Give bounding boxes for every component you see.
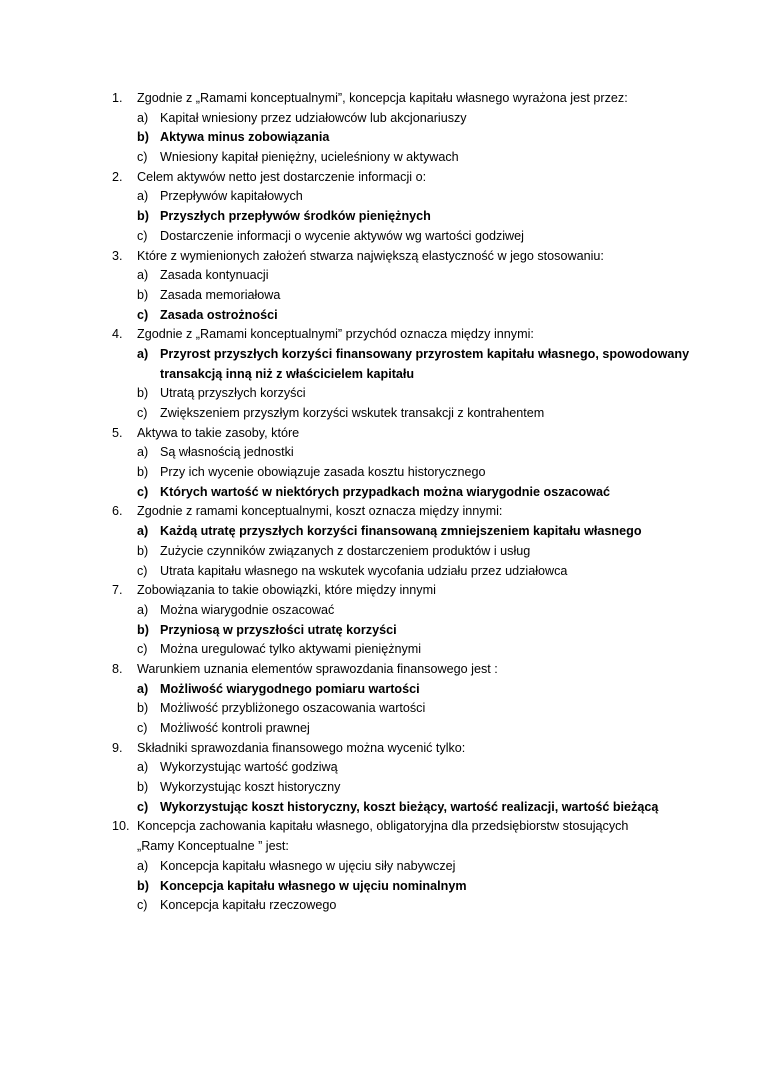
answer-option-correct [0,483,760,503]
question-item [0,660,760,739]
answer-option [0,562,760,582]
answer-text: Dostarczenie informacji o wycenie aktywów wg wartości godziwej [160,228,524,243]
question-item [0,325,760,423]
answer-letter: b) [137,130,149,145]
answer-option-correct [0,621,760,641]
question-item [0,247,760,326]
answer-text: Zasada kontynuacji [160,268,269,283]
answer-text: Koncepcja kapitału własnego w ujęciu nominalnym [160,878,467,893]
question-line [0,424,760,444]
answer-option [0,719,760,739]
answer-text: Można uregulować tylko aktywami pieniężnymi [160,642,422,657]
question-text: Które z wymienionych założeń stwarza największą elastyczność w jego stosowaniu: [137,248,604,263]
question-line [0,502,760,522]
answer-option [0,227,760,247]
answer-letter: b) [137,287,149,302]
answer-text: Można wiarygodnie oszacować [160,602,335,617]
answer-text: Możliwość przybliżonego oszacowania wartości [160,701,426,716]
answer-letter: c) [137,721,148,735]
answer-option [0,443,760,463]
answer-letter: b) [137,878,149,893]
answer-option-correct [0,680,760,700]
answer-option [0,266,760,286]
answer-option-correct [0,798,760,818]
question-text: Składniki sprawozdania finansowego można wycenić tylko: [137,740,466,755]
question-number: 9. [112,740,123,755]
question-line [0,817,760,837]
answer-text: Przyniosą w przyszłości utratę korzyści [160,622,397,637]
question-line [0,581,760,601]
question-line [0,247,760,267]
answer-option [0,148,760,168]
question-item [0,817,760,915]
answer-option-correct [0,365,760,385]
answer-option-correct [0,522,760,542]
question-line [0,89,760,109]
answer-letter: b) [137,543,149,558]
question-number: 3. [112,248,123,263]
question-item [0,89,760,168]
answer-option [0,601,760,621]
answer-text: Są własnością jednostki [160,445,294,460]
answer-option [0,187,760,207]
answer-letter: c) [137,484,149,499]
answer-letter: c) [137,150,148,165]
answer-text: Koncepcja kapitału rzeczowego [160,898,337,913]
answer-option [0,778,760,798]
answer-text: Utratą przyszłych korzyści [160,386,306,401]
answer-letter: a) [137,110,149,125]
question-text: Celem aktywów netto jest dostarczenie informacji o: [137,169,427,184]
answer-option [0,542,760,562]
question-list [0,89,760,916]
question-item [0,739,760,818]
question-number: 1. [112,91,123,105]
answer-letter: a) [137,760,149,775]
answer-option [0,286,760,306]
answer-letter: b) [137,701,149,716]
question-number: 5. [112,425,123,440]
answer-letter: a) [137,189,149,204]
question-number: 4. [112,327,123,342]
answer-letter: a) [137,268,149,283]
question-text: Zobowiązania to takie obowiązki, które między innymi [137,583,436,598]
question-number: 6. [112,504,123,519]
answer-letter: c) [137,406,148,420]
question-text: „Ramy Konceptualne ” jest: [137,839,289,854]
answer-text: Kapitał wniesiony przez udziałowców lub akcjonariuszy [160,110,467,125]
answer-letter: c) [137,898,148,913]
answer-option [0,463,760,483]
answer-letter: b) [137,465,149,480]
answer-letter: b) [137,209,149,224]
question-number: 10. [112,819,130,834]
answer-letter: a) [137,602,149,617]
question-text: Aktywa to takie zasoby, które [137,425,300,440]
question-text: Warunkiem uznania elementów sprawozdania finansowego jest : [137,661,498,676]
answer-letter: b) [137,622,149,637]
answer-text: transakcją inną niż z właścicielem kapitału [160,366,415,381]
answer-text: Zasada memoriałowa [160,287,281,302]
answer-letter: a) [137,445,149,460]
question-item [0,168,760,247]
answer-letter: c) [137,563,148,578]
answer-letter: b) [137,386,149,401]
question-number: 2. [112,169,123,184]
answer-option-correct [0,128,760,148]
answer-letter: a) [137,681,149,696]
answer-text: Przepływów kapitałowych [160,189,303,204]
question-line [0,168,760,188]
answer-text: Utrata kapitału własnego na wskutek wycofania udziału przez udziałowca [160,563,568,578]
answer-text: Wykorzystując koszt historyczny, koszt bieżący, wartość realizacji, wartość bieżącą [160,799,659,814]
question-item [0,502,760,581]
answer-option [0,640,760,660]
answer-letter: c) [137,228,148,243]
answer-text: Koncepcja kapitału własnego w ujęciu siły nabywczej [160,858,456,873]
answer-letter: a) [137,524,149,539]
answer-text: Wykorzystując wartość godziwą [160,760,338,775]
question-line [0,325,760,345]
answer-text: Wniesiony kapitał pieniężny, ucieleśniony w aktywach [160,150,459,165]
answer-letter: c) [137,307,149,322]
answer-text: Każdą utratę przyszłych korzyści finansowaną zmniejszeniem kapitału własnego [160,524,642,539]
question-text: Zgodnie z ramami konceptualnymi, koszt oznacza między innymi: [137,504,503,519]
answer-letter: b) [137,780,149,795]
answer-text: Zużycie czynników związanych z dostarczeniem produktów i usług [160,543,531,558]
question-item [0,424,760,503]
answer-option [0,857,760,877]
answer-option-correct [0,306,760,326]
question-number: 7. [112,583,123,598]
answer-letter: c) [137,642,148,657]
answer-text: Przy ich wycenie obowiązuje zasada kosztu historycznego [160,465,486,480]
question-line [0,739,760,759]
answer-option [0,896,760,916]
answer-option-correct [0,345,760,365]
answer-text: Możliwość kontroli prawnej [160,721,310,735]
question-text: Zgodnie z „Ramami konceptualnymi”, koncepcja kapitału własnego wyrażona jest przez: [137,91,628,105]
answer-text: Możliwość wiarygodnego pomiaru wartości [160,681,420,696]
answer-option [0,109,760,129]
question-line [0,837,760,857]
question-number: 8. [112,661,123,676]
answer-option [0,404,760,424]
question-line [0,660,760,680]
answer-option-correct [0,877,760,897]
answer-option [0,384,760,404]
answer-letter: a) [137,346,149,361]
answer-option [0,758,760,778]
answer-text: Zwiększeniem przyszłym korzyści wskutek transakcji z kontrahentem [160,406,545,420]
question-item [0,581,760,660]
question-text: Zgodnie z „Ramami konceptualnymi” przychód oznacza między innymi: [137,327,534,342]
answer-option-correct [0,207,760,227]
answer-text: Przyszłych przepływów środków pieniężnych [160,209,431,224]
question-text: Koncepcja zachowania kapitału własnego, obligatoryjna dla przedsiębiorstw stosujących [137,819,629,834]
answer-text: Zasada ostrożności [160,307,278,322]
answer-letter: a) [137,858,149,873]
answer-text: Wykorzystując koszt historyczny [160,780,341,795]
answer-letter: c) [137,799,149,814]
answer-text: Przyrost przyszłych korzyści finansowany przyrostem kapitału własnego, spowodowany [160,346,690,361]
answer-text: Których wartość w niektórych przypadkach można wiarygodnie oszacować [160,484,611,499]
answer-option [0,699,760,719]
answer-text: Aktywa minus zobowiązania [160,130,330,145]
